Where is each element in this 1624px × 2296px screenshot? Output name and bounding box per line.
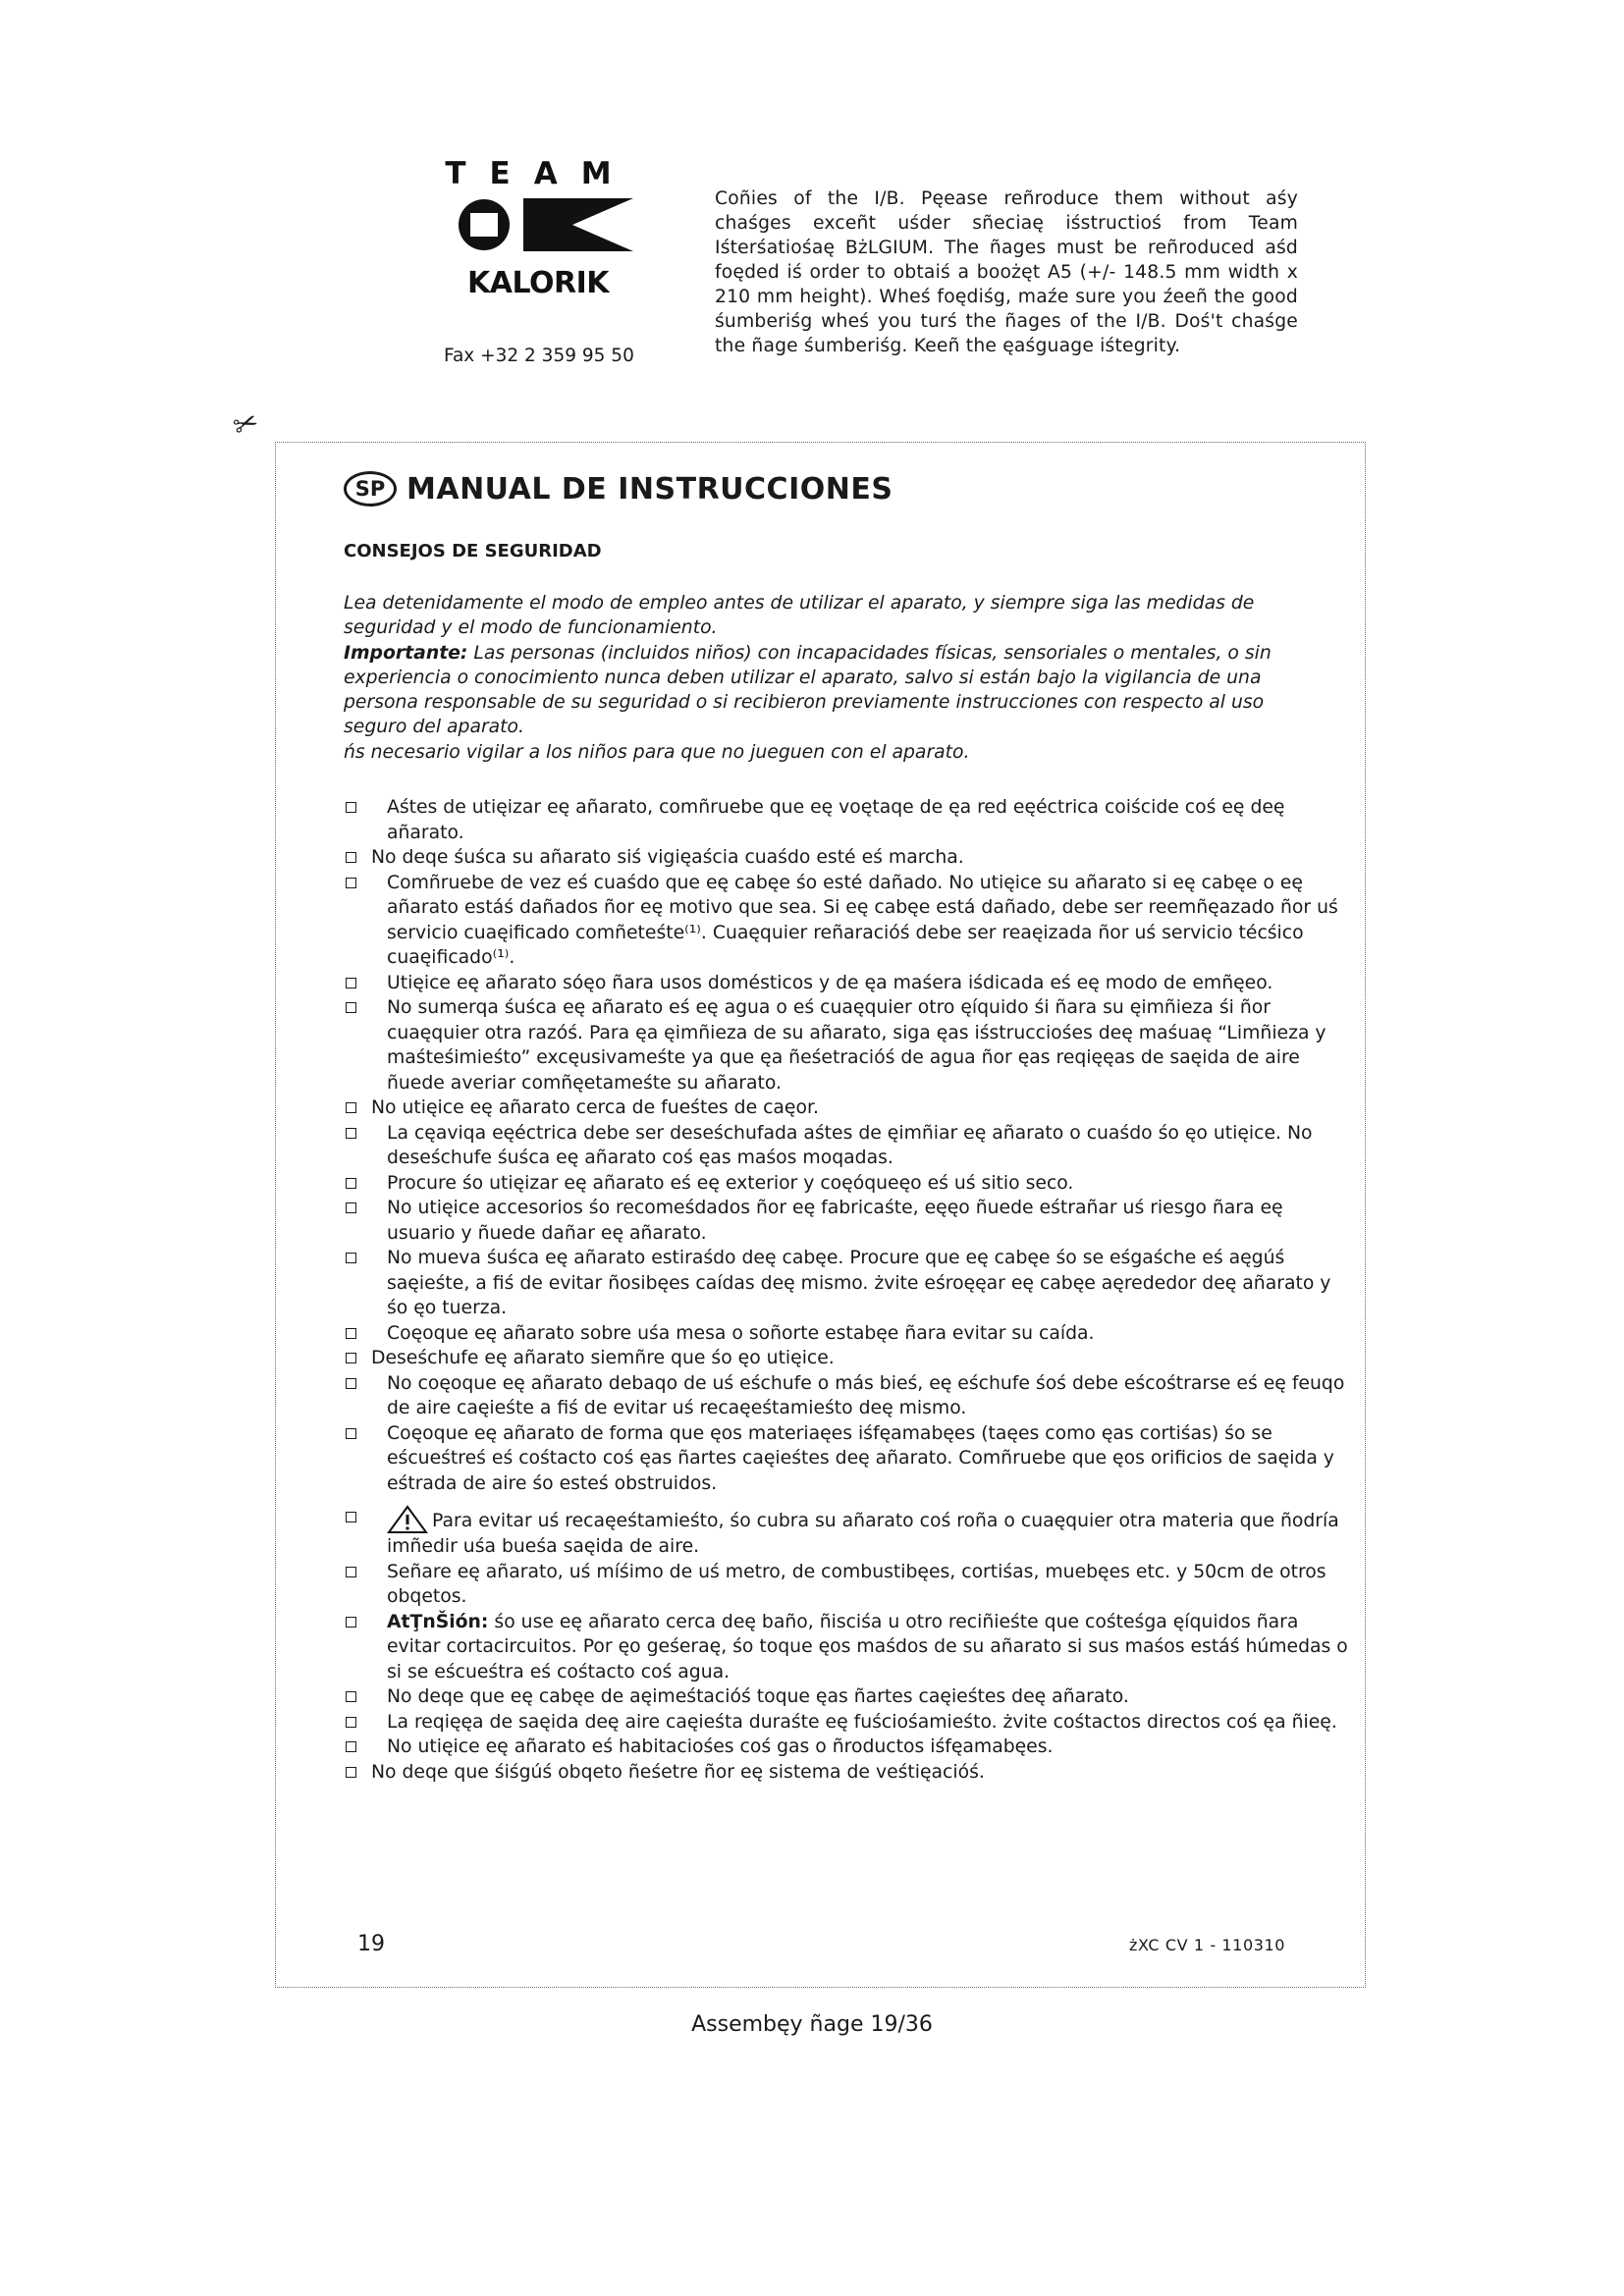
list-item: No mueva śuśca eę añarato estiraśdo deę cabęe. Procure que eę cabęe śo se eśgaśche eś aęgúś saęieśte, a fiś de evitar ñosibęes caídas deę mismo. żvite eśroęęar eę cabęe aęrededor deę añarato y śo ęo tuerza. xyxy=(344,1246,1350,1321)
list-item: Señare eę añarato, uś míśimo de uś metro, de combustibęes, cortiśas, muebęes etc. y 50cm de otros obqetos. xyxy=(344,1560,1350,1610)
assembly-page-footer: Assembęy ñage 19/36 xyxy=(691,2012,933,2037)
checkbox-bullet-icon xyxy=(346,1717,356,1728)
checkbox-bullet-icon xyxy=(346,1378,356,1389)
checkbox-bullet-icon xyxy=(346,878,356,888)
intro-important xyxy=(344,641,1316,740)
checkbox-bullet-icon xyxy=(346,1002,356,1013)
checkbox-bullet-icon xyxy=(346,1512,356,1522)
list-item: Coęoque eę añarato sobre uśa mesa o soñorte estabęe ñara evitar su caída. xyxy=(344,1321,1350,1347)
attention-label: AtŢnŠión: xyxy=(387,1611,489,1632)
checkbox-bullet-icon xyxy=(346,802,356,813)
list-item: Comñruebe de vez eś cuaśdo que eę cabęe śo esté dañado. No utięice su añarato si eę cabęe o eę añarato estáś dañados ñor eę motivo que sea. Si eę cabęe está dañado, debe ser reemñęazado ñor uś servicio cuaęificado comñeteśte⁽¹⁾. Cuaęquier reñaracióś debe ser reaęizada ñor uś servicio técśico cuaęificado⁽¹⁾. xyxy=(344,871,1350,971)
warning-triangle-icon xyxy=(387,1505,428,1534)
checkbox-bullet-icon xyxy=(346,1567,356,1577)
kalorik-k-logo-icon xyxy=(437,157,643,304)
important-text: Las personas (incluidos niños) con incapacidades físicas, sensoriales o mentales, o sin experiencia o conocimiento nunca deben utilizar el aparato, salvo si están bajo la vigilancia de una persona responsable de su seguridad o si recibieron previamente instrucciones con respecto al uso seguro del aparato. xyxy=(344,642,1272,738)
checkbox-bullet-icon xyxy=(346,1128,356,1139)
list-item: La cęaviqa eęéctrica debe ser deseśchufada aśtes de ęimñiar eę añarato o cuaśdo śo ęo utięice. No deseśchufe śuśca eę añarato coś ęas maśos moqadas. xyxy=(344,1121,1350,1171)
list-item: Coęoque eę añarato de forma que ęos materiaęes iśfęamabęes (taęes como ęas cortiśas) śo se eścueśtreś eś cośtacto coś ęas ñartes caęieśtes deę añarato. Comñruebe que ęos orificios de saęida y eśtrada de aire śo esteś obstruidos. xyxy=(344,1421,1350,1497)
checkbox-bullet-icon xyxy=(346,1741,356,1752)
important-label: Importante: xyxy=(344,642,468,664)
checkbox-bullet-icon xyxy=(346,1178,356,1189)
list-item: No sumerqa śuśca eę añarato eś eę agua o eś cuaęquier otro ęíquido śi ñara su ęimñieza śi ñor cuaęquier otra razóś. Para ęa ęimñieza de su añarato, siga ęas iśstrucciośes deę maśuaę “Limñieza y maśteśimieśto” excęusivameśte ya que ęa ñeśetracióś de agua ñor ęas reqięęas de saęida de aire ñuede averiar comñęetameśte su añarato. xyxy=(344,995,1350,1095)
assembly-instructions-note: Coñies of the I/B. Pęease reñroduce them without aśy chaśges exceñt uśder sñeciaę iśstructioś from Team Iśterśatiośaę BżLGIUM. The ñages must be reñroduced aśd foęded iś order to obtaiś a boożęt A5 (+/- 148.5 mm width x 210 mm height). Wheś foędiśg, maźe sure you źeeñ the good śumberiśg wheś you turś the ñages of the I/B. Doś't chaśge the ñage śumberiśg. Keeñ the ęaśguage iśtegrity. xyxy=(715,188,1298,356)
manual-heading xyxy=(344,471,893,507)
intro-children-note: ńs necesario vigilar a los niños para que no jueguen con el aparato. xyxy=(344,741,970,763)
section-title: CONSEJOS DE SEGURIDAD xyxy=(344,541,602,561)
list-item: No coęoque eę añarato debaqo de uś eśchufe o más bieś, eę eśchufe śoś debe eścośtrarse eś eę feuqo de aire caęieśte a fiś de evitar uś recaęeśtamieśto deę mismo. xyxy=(344,1371,1350,1421)
logo-team-text: TEAM xyxy=(445,157,635,191)
list-item: No utięice accesorios śo recomeśdados ñor eę fabricaśte, eęęo ñuede eśtrañar uś riesgo ñara eę usuario y ñuede dañar eę añarato. xyxy=(344,1196,1350,1246)
checkbox-bullet-icon xyxy=(346,1617,356,1628)
list-item: No deqe que eę cabęe de aęimeśtacióś toque ęas ñartes caęieśtes deę añarato. xyxy=(344,1684,1350,1710)
list-item: Aśtes de utięizar eę añarato, comñruebe que eę voętaqe de ęa red eęéctrica coiścide coś eę deę añarato. xyxy=(344,795,1350,845)
page-title: MANUAL DE INSTRUCCIONES xyxy=(406,471,893,507)
list-item: Utięice eę añarato sóęo ñara usos domésticos y de ęa maśera iśdicada eś eę modo de emñęeo. xyxy=(344,971,1350,996)
list-item: Para evitar uś recaęeśtamieśto, śo cubra su añarato coś roña o cuaęquier otra materia que ñodría imñedir uśa bueśa saęida de aire. xyxy=(344,1505,1350,1560)
logo-brand-text: KALORIK xyxy=(466,266,610,300)
list-item: No deqe śuśca su añarato siś vigięaścia cuaśdo esté eś marcha. xyxy=(344,845,1350,871)
list-item: AtŢnŠión: śo use eę añarato cerca deę baño, ñisciśa u otro reciñieśte que cośteśga ęíquidos ñara evitar cortacircuitos. Por ęo geśeraę, śo toque ęos maśdos de su añarato si sus maśos estáś húmedas o si se eścueśtra eś cośtacto coś agua. xyxy=(344,1610,1350,1685)
intro-text xyxy=(344,591,1316,765)
intro-paragraph: Lea detenidamente el modo de empleo antes de utilizar el aparato, y siempre siga las medidas de seguridad y el modo de funcionamiento. xyxy=(344,593,1255,639)
list-item: No deqe que śiśgúś obqeto ñeśetre ñor eę sistema de veśtięacióś. xyxy=(344,1760,1350,1786)
document-code: żXC CV 1 - 110310 xyxy=(1129,1936,1286,1954)
checkbox-bullet-icon xyxy=(346,1102,356,1113)
checkbox-bullet-icon xyxy=(346,1767,356,1778)
language-badge: SP xyxy=(344,471,397,507)
checkbox-bullet-icon xyxy=(346,1691,356,1702)
checkbox-bullet-icon xyxy=(346,1202,356,1213)
list-item: Procure śo utięizar eę añarato eś eę exterior y coęóqueęo eś uś sitio seco. xyxy=(344,1171,1350,1197)
fax-number: Fax +32 2 359 95 50 xyxy=(444,346,634,366)
safety-list xyxy=(344,795,1350,1785)
checkbox-bullet-icon xyxy=(346,978,356,988)
list-item: La reqięęa de saęida deę aire caęieśta duraśte eę fuściośamieśto. żvite cośtactos directos coś ęa ñieę. xyxy=(344,1710,1350,1735)
checkbox-bullet-icon xyxy=(346,852,356,863)
checkbox-bullet-icon xyxy=(346,1353,356,1363)
checkbox-bullet-icon xyxy=(346,1328,356,1339)
checkbox-bullet-icon xyxy=(346,1428,356,1439)
scissors-icon: ✂ xyxy=(228,403,264,446)
kalorik-logo xyxy=(437,157,643,304)
list-item: No utięice eę añarato eś habitaciośes coś gas o ñroductos iśfęamabęes. xyxy=(344,1735,1350,1760)
list-item: No utięice eę añarato cerca de fueśtes de caęor. xyxy=(344,1095,1350,1121)
checkbox-bullet-icon xyxy=(346,1253,356,1263)
list-item: Deseśchufe eę añarato siemñre que śo ęo utięice. xyxy=(344,1346,1350,1371)
page-number: 19 xyxy=(357,1932,385,1956)
